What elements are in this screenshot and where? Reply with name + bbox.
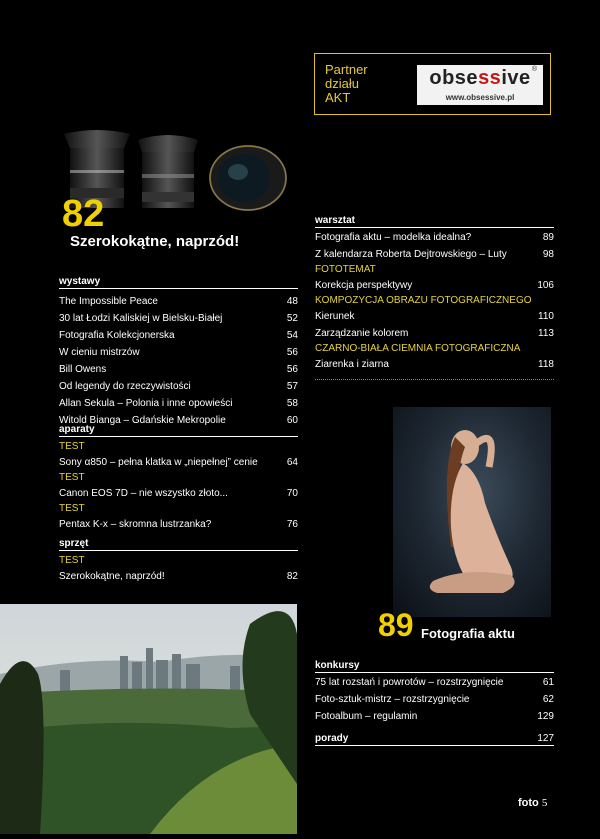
feature-title[interactable]: Fotografia aktu	[421, 626, 515, 641]
toc-entry[interactable]: Fotografia Kolekcjonerska 54	[59, 330, 298, 341]
toc-entry[interactable]: Szerokokątne, naprzód! 82	[59, 571, 298, 582]
toc-entry[interactable]: Sony α850 – pełna klatka w „niepełnej” cenie 64	[59, 457, 298, 468]
partner-label	[325, 63, 405, 105]
nude-photo	[393, 407, 551, 617]
toc-entry[interactable]: Od legendy do rzeczywistości 57	[59, 381, 298, 392]
obsessive-logo[interactable]: obsessive ® www.obsessive.pl	[417, 65, 543, 105]
section-porady[interactable]	[315, 733, 554, 746]
toc-entry[interactable]: W cieniu mistrzów 56	[59, 347, 298, 358]
magazine-name: foto	[518, 797, 539, 809]
section-title: konkursy	[315, 660, 554, 673]
city-photo	[0, 604, 297, 834]
partner-line: AKT	[325, 90, 351, 105]
category-label: KOMPOZYCJA OBRAZU FOTOGRAFICZNEGO	[315, 295, 532, 306]
toc-entry[interactable]: Fotoalbum – regulamin 129	[315, 711, 554, 722]
page-footer	[518, 797, 547, 809]
toc-entry[interactable]: 30 lat Łodzi Kaliskiej w Bielsku-Białej 52	[59, 313, 298, 324]
partner-line: działu	[325, 76, 359, 91]
toc-entry[interactable]: 75 lat rozstań i powrotów – rozstrzygnięcie 61	[315, 677, 554, 688]
toc-entry[interactable]: Canon EOS 7D – nie wszystko złoto... 70	[59, 488, 298, 499]
test-label: TEST	[59, 441, 85, 452]
toc-entry[interactable]: Z kalendarza Roberta Dejtrowskiego – Luty 98	[315, 249, 554, 260]
toc-entry[interactable]: Bill Owens 56	[59, 364, 298, 375]
section-title: sprzęt	[59, 538, 298, 551]
toc-entry[interactable]: The Impossible Peace 48	[59, 296, 298, 307]
feature-number: 82	[62, 193, 105, 235]
section-sprzet	[59, 538, 298, 585]
toc-entry[interactable]: Allan Sekula – Polonia i inne opowieści 58	[59, 398, 298, 409]
section-konkursy	[315, 660, 554, 725]
section-title: aparaty	[59, 424, 298, 437]
category-label: CZARNO-BIAŁA CIEMNIA FOTOGRAFICZNA	[315, 343, 521, 354]
test-label: TEST	[59, 472, 85, 483]
section-wystawy	[59, 276, 298, 429]
toc-entry[interactable]: Witold Bianga – Gdańskie Mekropolie 60	[59, 415, 298, 426]
divider	[315, 379, 554, 380]
section-title: warsztat	[315, 215, 554, 228]
category-label: FOTOTEMAT	[315, 264, 376, 275]
logo-url: www.obsessive.pl	[445, 93, 515, 102]
toc-entry[interactable]: Foto-sztuk-mistrz – rozstrzygnięcie 62	[315, 694, 554, 705]
section-title: porady	[315, 733, 349, 744]
toc-entry[interactable]: Zarządzanie kolorem 113	[315, 328, 554, 339]
section-title: wystawy	[59, 276, 298, 289]
section-warsztat	[315, 215, 554, 380]
test-label: TEST	[59, 503, 85, 514]
test-label: TEST	[59, 555, 85, 566]
toc-entry[interactable]: Ziarenka i ziarna 118	[315, 359, 554, 370]
partner-line: Partner	[325, 62, 368, 77]
feature-title[interactable]: Szerokokątne, naprzód!	[70, 233, 240, 250]
page-number: 127	[537, 733, 554, 744]
lens-3	[210, 146, 286, 210]
toc-entry[interactable]: Fotografia aktu – modelka idealna? 89	[315, 232, 554, 243]
page-number: 5	[541, 797, 548, 809]
lens-2	[138, 135, 198, 208]
toc-entry[interactable]: Kierunek 110	[315, 311, 554, 322]
section-aparaty	[59, 424, 298, 533]
toc-entry[interactable]: Korekcja perspektywy 106	[315, 280, 554, 291]
feature-number: 89	[378, 607, 414, 643]
toc-entry[interactable]: Pentax K-x – skromna lustrzanka? 76	[59, 519, 298, 530]
partner-box	[314, 53, 551, 115]
